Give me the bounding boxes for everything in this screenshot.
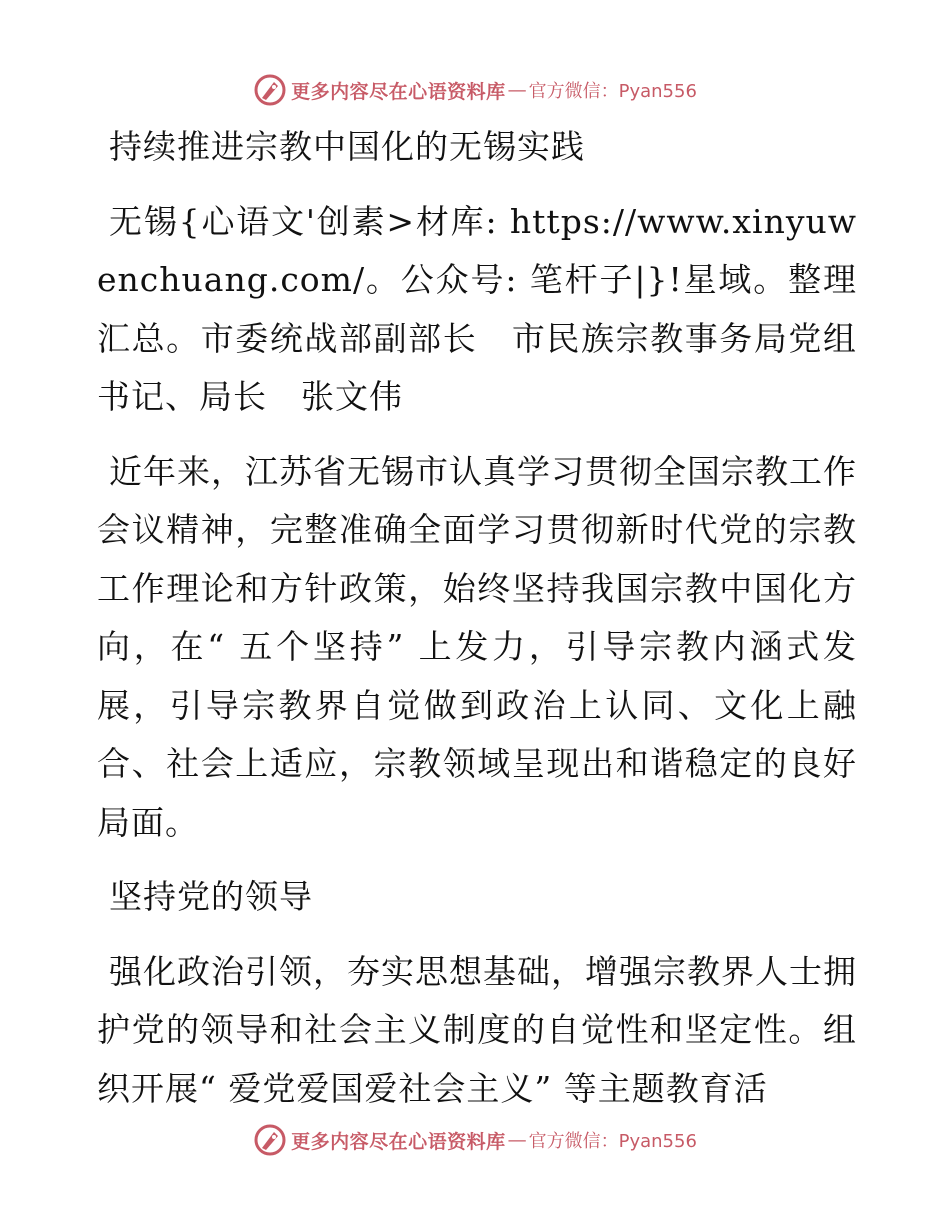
watermark-dash: — (507, 79, 527, 101)
watermark-wechat: 官方微信：Pyan556 (528, 81, 697, 102)
document-title: 持续推进宗教中国化的无锡实践 (109, 127, 585, 166)
watermark-dash: — (507, 1129, 527, 1151)
watermark-banner-top (0, 70, 950, 110)
document-body (97, 118, 857, 1118)
watermark-text: 更多内容尽在心语资料库 (291, 1130, 506, 1153)
intro-paragraph: 近年来，江苏省无锡市认真学习贯彻全国宗教工作会议精神，完整准确全面学习贯彻新时代党的宗教工作理论和方针政策，始终坚持我国宗教中国化方向，在“ 五个坚持” 上发力，引导宗教内涵式发展，引导宗教界自觉做到政治上认同、文化上融合、社会上适应，宗教领域呈现出和谐稳定的良好局面。 (97, 451, 857, 842)
byline-paragraph: 无锡{心语文'创素>材库: https://www.xinyuwenchuang.com/。公众号: 笔杆子|}!星域。整理汇总。市委统战部副部长 市民族宗教事务局党组书记、局长 张文伟 (97, 201, 857, 416)
section-paragraph: 强化政治引领，夯实思想基础，增强宗教界人士拥护党的领导和社会主义制度的自觉性和坚定性。组织开展“ 爱党爱国爱社会主义” 等主题教育活 (97, 951, 857, 1108)
watermark-text: 更多内容尽在心语资料库 (291, 80, 506, 103)
pen-nib-logo-icon (253, 1123, 287, 1157)
pen-nib-logo-icon (253, 73, 287, 107)
section-heading: 坚持党的领导 (109, 877, 313, 916)
watermark-banner-bottom (0, 1120, 950, 1160)
watermark-wechat: 官方微信：Pyan556 (528, 1131, 697, 1152)
